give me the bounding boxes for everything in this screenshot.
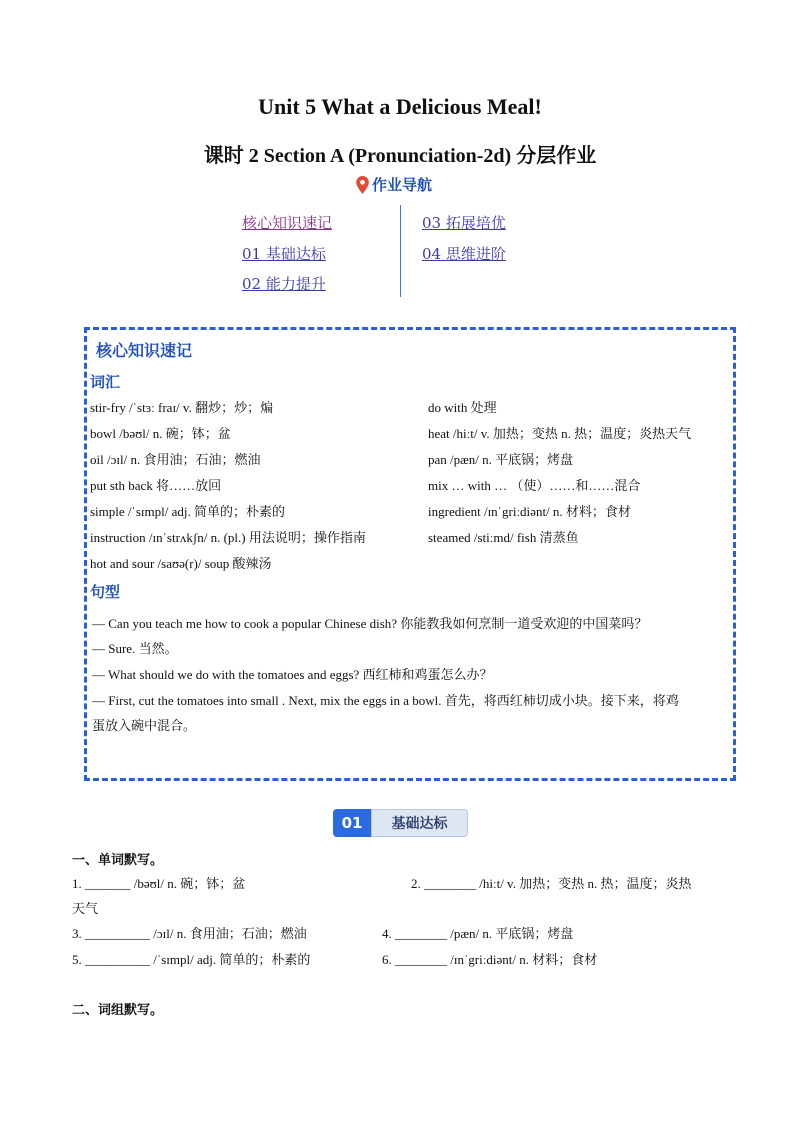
vocab-heading: 词汇 [90, 373, 121, 391]
vocab-item: pan /pæn/ n. 平底锅；烤盘 [428, 452, 574, 467]
section-badge-label: 基础达标 [371, 809, 468, 837]
vocab-item: do with 处理 [428, 400, 497, 415]
nav-heading [356, 174, 432, 195]
question-item: 4. ________ /pæn/ n. 平底锅；烤盘 [382, 926, 574, 941]
vocab-item: bowl /bəʊl/ n. 碗；钵；盆 [90, 426, 231, 441]
nav-link-core[interactable]: 核心知识速记 [242, 214, 333, 232]
sentence-line: — Sure. 当然。 [92, 641, 178, 656]
vocab-item: mix … with … （使）……和……混合 [428, 478, 641, 493]
nav-divider [400, 205, 401, 297]
vocab-item: ingredient /ɪnˈgriːdiənt/ n. 材料；食材 [428, 504, 631, 519]
vocab-item: instruction /ɪnˈstrʌkʃn/ n. (pl.) 用法说明；操作指南 [90, 530, 366, 545]
sentence-line: — Can you teach me how to cook a popular Chinese dish? 你能教我如何烹制一道受欢迎的中国菜吗？ [92, 616, 648, 631]
page-subtitle: 课时 2 Section A (Pronunciation-2d) 分层作业 [203, 145, 597, 167]
core-heading: 核心知识速记 [96, 341, 193, 360]
nav-link-02[interactable]: 02 能力提升 [242, 275, 326, 293]
question-item: 1. _______ /bəʊl/ n. 碗；钵；盆 [72, 876, 246, 891]
vocab-item: hot and sour /saʊə(r)/ soup 酸辣汤 [90, 556, 272, 571]
nav-link-01[interactable]: 01 基础达标 [242, 245, 326, 263]
sentence-line: — First, cut the tomatoes into small . Next, mix the eggs in a bowl. 首先，将西红柿切成小块。接下来，将鸡 [92, 693, 679, 708]
vocab-item: heat /hiːt/ v. 加热；变热 n. 热；温度；炎热天气 [428, 426, 692, 441]
question-item-continuation: 天气 [72, 901, 99, 916]
sentence-line: 蛋放入碗中混合。 [92, 718, 197, 733]
question-item: 2. ________ /hiːt/ v. 加热；变热 n. 热；温度；炎热 [411, 876, 692, 891]
sentence-line: — What should we do with the tomatoes and eggs? 西红柿和鸡蛋怎么办？ [92, 667, 493, 682]
vocab-item: stir-fry /ˈstɜː fraɪ/ v. 翻炒；炒；煸 [90, 400, 274, 415]
question-item: 3. __________ /ɔɪl/ n. 食用油；石油；燃油 [72, 926, 307, 941]
question-item: 5. __________ /ˈsɪmpl/ adj. 简单的；朴素的 [72, 952, 311, 967]
nav-link-04[interactable]: 04 思维进阶 [422, 245, 506, 263]
question-item: 6. ________ /ɪnˈgriːdiənt/ n. 材料；食材 [382, 952, 598, 967]
exercise-heading: 二、词组默写。 [72, 1003, 164, 1018]
vocab-item: put sth back 将……放回 [90, 478, 222, 493]
core-knowledge-box [84, 327, 736, 781]
nav-link-03[interactable]: 03 拓展培优 [422, 214, 506, 232]
vocab-item: steamed /stiːmd/ fish 清蒸鱼 [428, 530, 579, 545]
vocab-item: oil /ɔɪl/ n. 食用油；石油；燃油 [90, 452, 261, 467]
vocab-item: simple /ˈsɪmpl/ adj. 简单的；朴素的 [90, 504, 285, 519]
section-badge [333, 809, 468, 837]
section-badge-number: 01 [333, 809, 371, 837]
exercise-heading: 一、单词默写。 [72, 853, 164, 868]
page-title: Unit 5 What a Delicious Meal! [258, 94, 542, 119]
map-pin-icon [356, 176, 369, 194]
nav-heading-label: 作业导航 [372, 176, 433, 194]
sentence-heading: 句型 [90, 583, 121, 601]
